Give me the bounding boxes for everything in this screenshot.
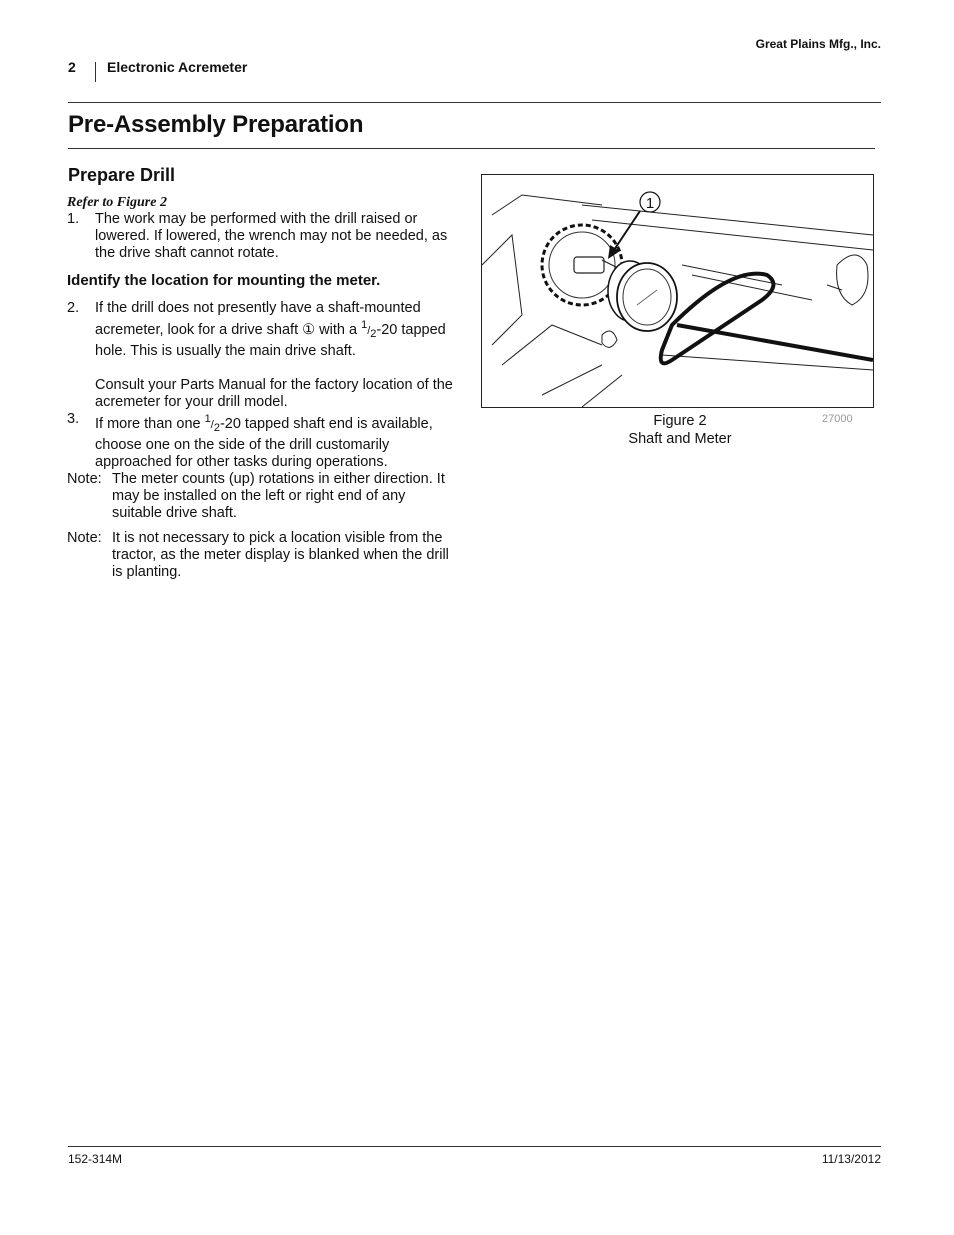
- step-number: 1.: [67, 211, 80, 227]
- drive-chain-lower: [677, 325, 873, 360]
- document-title: Electronic Acremeter: [107, 59, 248, 75]
- part-number: 152-314M: [68, 1152, 123, 1166]
- note-2: [67, 530, 459, 581]
- step-1: [67, 211, 459, 262]
- figure-reference: Refer to Figure 2: [67, 195, 167, 210]
- step-text-part: -20 tapped shaft end is available, choose one on the side of the drill customarily approached for other tasks during operations.: [95, 416, 433, 470]
- step-number: 2.: [67, 300, 80, 316]
- step-3: [67, 411, 459, 471]
- note-1: [67, 471, 459, 522]
- subheading: Identify the location for mounting the meter.: [67, 272, 381, 289]
- header-rule: [68, 102, 881, 103]
- step-2: [67, 300, 459, 411]
- callout-arrow-line: [612, 211, 640, 253]
- step-text-part: If more than one: [95, 416, 205, 432]
- footer-date: 11/13/2012: [821, 1152, 881, 1166]
- fraction-numerator: 1: [361, 319, 368, 331]
- drive-chain: [661, 274, 774, 364]
- step-text: [95, 411, 459, 471]
- header-divider: [95, 62, 96, 82]
- fraction-numerator: 1: [204, 413, 211, 425]
- section-title: Pre-Assembly Preparation: [68, 111, 364, 138]
- figure-label: Figure 2: [653, 413, 707, 429]
- note-text: It is not necessary to pick a location visible from the tractor, as the meter display is blanked when the drill is planting.: [112, 530, 449, 580]
- step-paragraph: Consult your Parts Manual for the factory location of the acremeter for your drill model.: [95, 377, 453, 410]
- fraction: $^1/_2$: [204, 413, 220, 434]
- step-text: The work may be performed with the drill raised or lowered. If lowered, the wrench may not be needed, as the drive shaft cannot rotate.: [95, 211, 448, 261]
- figure-shaft-and-meter: [481, 174, 874, 408]
- note-label: Note:: [67, 530, 102, 546]
- step-number: 3.: [67, 411, 80, 427]
- fraction-denominator: 2: [370, 328, 377, 340]
- step-text: [95, 300, 459, 360]
- subsection-title: Prepare Drill: [68, 165, 176, 185]
- drive-shaft: [574, 257, 604, 273]
- figure-title: Shaft and Meter: [628, 431, 732, 447]
- step-text-part: If the drill does not presently have a shaft-mounted acremeter, look for a drive shaft ① with a: [95, 300, 421, 338]
- fraction-denominator: 2: [213, 422, 220, 434]
- step-text-part: -20 tapped hole. This is usually the main drive shaft.: [95, 322, 446, 359]
- figure-caption: [600, 412, 760, 448]
- page-number: 2: [68, 59, 76, 75]
- fraction: $^1/_2$: [361, 319, 377, 340]
- company-name: Great Plains Mfg., Inc.: [755, 37, 881, 51]
- figure-id: 27000: [822, 413, 853, 425]
- note-text: The meter counts (up) rotations in either direction. It may be installed on the left or right end of any suitable drive shaft.: [112, 471, 445, 521]
- note-label: Note:: [67, 471, 102, 487]
- shaft-meter-illustration: [482, 175, 873, 407]
- section-rule: [68, 148, 875, 149]
- callout-number: 1: [645, 195, 655, 212]
- footer-rule: [68, 1146, 881, 1147]
